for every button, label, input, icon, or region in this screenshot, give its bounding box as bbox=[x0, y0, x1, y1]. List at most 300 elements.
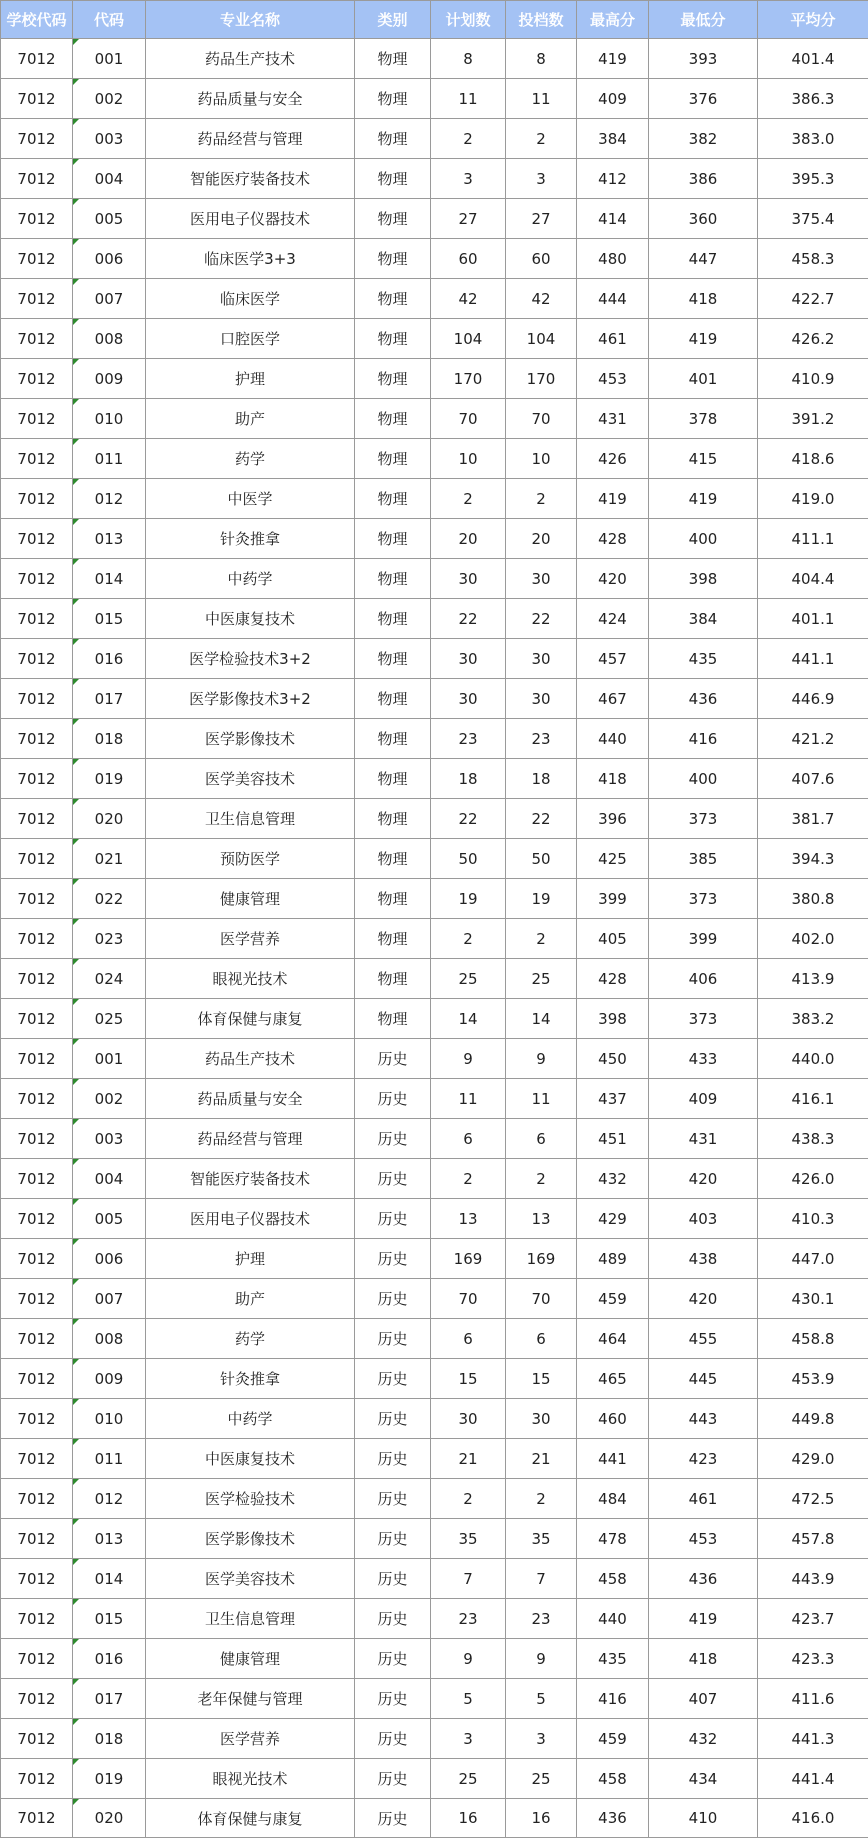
filed-count-cell: 170 bbox=[506, 359, 577, 399]
avg-score-cell: 411.6 bbox=[758, 1679, 868, 1719]
school-code-cell: 7012 bbox=[1, 239, 73, 279]
min-score-cell: 435 bbox=[649, 639, 758, 679]
table-row bbox=[1, 159, 868, 199]
max-score-cell: 425 bbox=[577, 839, 649, 879]
major-name-cell: 药品生产技术 bbox=[146, 1039, 355, 1079]
code-cell: 021 bbox=[73, 839, 146, 879]
min-score-cell: 436 bbox=[649, 679, 758, 719]
filed-count-cell: 10 bbox=[506, 439, 577, 479]
code-cell: 004 bbox=[73, 1159, 146, 1199]
category-cell: 物理 bbox=[355, 239, 431, 279]
filed-count-cell: 3 bbox=[506, 159, 577, 199]
school-code-cell: 7012 bbox=[1, 439, 73, 479]
school-code-cell: 7012 bbox=[1, 1159, 73, 1199]
avg-score-cell: 423.3 bbox=[758, 1639, 868, 1679]
filed-count-cell: 27 bbox=[506, 199, 577, 239]
category-cell: 物理 bbox=[355, 679, 431, 719]
table-row bbox=[1, 1799, 868, 1838]
major-name-cell: 护理 bbox=[146, 1239, 355, 1279]
table-row bbox=[1, 1519, 868, 1559]
filed-count-cell: 25 bbox=[506, 959, 577, 999]
min-score-cell: 399 bbox=[649, 919, 758, 959]
major-name-cell: 针灸推拿 bbox=[146, 1359, 355, 1399]
min-score-cell: 393 bbox=[649, 39, 758, 79]
category-cell: 物理 bbox=[355, 79, 431, 119]
code-cell: 012 bbox=[73, 1479, 146, 1519]
school-code-cell: 7012 bbox=[1, 1799, 73, 1838]
max-score-cell: 429 bbox=[577, 1199, 649, 1239]
max-score-cell: 409 bbox=[577, 79, 649, 119]
min-score-cell: 461 bbox=[649, 1479, 758, 1519]
max-score-cell: 484 bbox=[577, 1479, 649, 1519]
plan-count-cell: 169 bbox=[431, 1239, 506, 1279]
avg-score-cell: 426.0 bbox=[758, 1159, 868, 1199]
table-header bbox=[1, 1, 868, 39]
school-code-cell: 7012 bbox=[1, 559, 73, 599]
plan-count-cell: 30 bbox=[431, 1399, 506, 1439]
max-score-cell: 465 bbox=[577, 1359, 649, 1399]
filed-count-cell: 23 bbox=[506, 719, 577, 759]
max-score-cell: 450 bbox=[577, 1039, 649, 1079]
max-score-cell: 451 bbox=[577, 1119, 649, 1159]
code-cell: 016 bbox=[73, 639, 146, 679]
major-name-cell: 医学影像技术3+2 bbox=[146, 679, 355, 719]
school-code-cell: 7012 bbox=[1, 999, 73, 1039]
min-score-cell: 443 bbox=[649, 1399, 758, 1439]
plan-count-cell: 5 bbox=[431, 1679, 506, 1719]
code-cell: 014 bbox=[73, 559, 146, 599]
category-cell: 物理 bbox=[355, 999, 431, 1039]
category-cell: 物理 bbox=[355, 319, 431, 359]
major-name-cell: 体育保健与康复 bbox=[146, 999, 355, 1039]
filed-count-cell: 19 bbox=[506, 879, 577, 919]
filed-count-cell: 21 bbox=[506, 1439, 577, 1479]
plan-count-cell: 3 bbox=[431, 1719, 506, 1759]
category-cell: 物理 bbox=[355, 559, 431, 599]
table-row bbox=[1, 1359, 868, 1399]
plan-count-cell: 60 bbox=[431, 239, 506, 279]
plan-count-cell: 14 bbox=[431, 999, 506, 1039]
avg-score-cell: 440.0 bbox=[758, 1039, 868, 1079]
category-cell: 物理 bbox=[355, 879, 431, 919]
category-cell: 历史 bbox=[355, 1759, 431, 1799]
avg-score-cell: 443.9 bbox=[758, 1559, 868, 1599]
major-name-cell: 医用电子仪器技术 bbox=[146, 199, 355, 239]
min-score-cell: 398 bbox=[649, 559, 758, 599]
table-row bbox=[1, 319, 868, 359]
avg-score-cell: 418.6 bbox=[758, 439, 868, 479]
category-cell: 物理 bbox=[355, 479, 431, 519]
code-cell: 003 bbox=[73, 119, 146, 159]
filed-count-cell: 9 bbox=[506, 1039, 577, 1079]
table-row bbox=[1, 1039, 868, 1079]
major-name-cell: 老年保健与管理 bbox=[146, 1679, 355, 1719]
major-name-cell: 智能医疗装备技术 bbox=[146, 159, 355, 199]
min-score-cell: 418 bbox=[649, 1639, 758, 1679]
category-cell: 历史 bbox=[355, 1279, 431, 1319]
plan-count-cell: 30 bbox=[431, 559, 506, 599]
table-row bbox=[1, 719, 868, 759]
header-row bbox=[1, 1, 868, 39]
avg-score-cell: 383.0 bbox=[758, 119, 868, 159]
major-name-cell: 针灸推拿 bbox=[146, 519, 355, 559]
table-row bbox=[1, 1319, 868, 1359]
plan-count-cell: 20 bbox=[431, 519, 506, 559]
max-score-cell: 424 bbox=[577, 599, 649, 639]
table-row bbox=[1, 639, 868, 679]
table-row bbox=[1, 1079, 868, 1119]
school-code-cell: 7012 bbox=[1, 1079, 73, 1119]
plan-count-cell: 6 bbox=[431, 1319, 506, 1359]
code-cell: 012 bbox=[73, 479, 146, 519]
filed-count-cell: 25 bbox=[506, 1759, 577, 1799]
filed-count-cell: 35 bbox=[506, 1519, 577, 1559]
category-cell: 物理 bbox=[355, 959, 431, 999]
major-name-cell: 药品经营与管理 bbox=[146, 1119, 355, 1159]
min-score-cell: 360 bbox=[649, 199, 758, 239]
table-row bbox=[1, 279, 868, 319]
plan-count-cell: 13 bbox=[431, 1199, 506, 1239]
filed-count-cell: 13 bbox=[506, 1199, 577, 1239]
table-row bbox=[1, 879, 868, 919]
max-score-cell: 416 bbox=[577, 1679, 649, 1719]
school-code-cell: 7012 bbox=[1, 399, 73, 439]
table-row bbox=[1, 559, 868, 599]
avg-score-cell: 395.3 bbox=[758, 159, 868, 199]
filed-count-cell: 6 bbox=[506, 1319, 577, 1359]
code-cell: 014 bbox=[73, 1559, 146, 1599]
plan-count-cell: 6 bbox=[431, 1119, 506, 1159]
plan-count-cell: 70 bbox=[431, 1279, 506, 1319]
min-score-cell: 455 bbox=[649, 1319, 758, 1359]
category-cell: 历史 bbox=[355, 1399, 431, 1439]
category-cell: 物理 bbox=[355, 799, 431, 839]
filed-count-cell: 2 bbox=[506, 119, 577, 159]
min-score-cell: 373 bbox=[649, 799, 758, 839]
filed-count-cell: 20 bbox=[506, 519, 577, 559]
filed-count-cell: 70 bbox=[506, 1279, 577, 1319]
min-score-cell: 432 bbox=[649, 1719, 758, 1759]
school-code-cell: 7012 bbox=[1, 759, 73, 799]
max-score-cell: 489 bbox=[577, 1239, 649, 1279]
header-max-score: 最高分 bbox=[577, 1, 649, 39]
header-plan-count: 计划数 bbox=[431, 1, 506, 39]
plan-count-cell: 27 bbox=[431, 199, 506, 239]
avg-score-cell: 419.0 bbox=[758, 479, 868, 519]
plan-count-cell: 22 bbox=[431, 599, 506, 639]
min-score-cell: 420 bbox=[649, 1279, 758, 1319]
table-row bbox=[1, 959, 868, 999]
major-name-cell: 医用电子仪器技术 bbox=[146, 1199, 355, 1239]
min-score-cell: 453 bbox=[649, 1519, 758, 1559]
filed-count-cell: 70 bbox=[506, 399, 577, 439]
major-name-cell: 药品生产技术 bbox=[146, 39, 355, 79]
min-score-cell: 418 bbox=[649, 279, 758, 319]
avg-score-cell: 458.3 bbox=[758, 239, 868, 279]
avg-score-cell: 401.4 bbox=[758, 39, 868, 79]
table-row bbox=[1, 999, 868, 1039]
avg-score-cell: 386.3 bbox=[758, 79, 868, 119]
max-score-cell: 399 bbox=[577, 879, 649, 919]
code-cell: 019 bbox=[73, 1759, 146, 1799]
max-score-cell: 426 bbox=[577, 439, 649, 479]
avg-score-cell: 383.2 bbox=[758, 999, 868, 1039]
school-code-cell: 7012 bbox=[1, 1039, 73, 1079]
table-row bbox=[1, 1559, 868, 1599]
max-score-cell: 437 bbox=[577, 1079, 649, 1119]
filed-count-cell: 16 bbox=[506, 1799, 577, 1838]
min-score-cell: 445 bbox=[649, 1359, 758, 1399]
major-name-cell: 医学检验技术 bbox=[146, 1479, 355, 1519]
code-cell: 005 bbox=[73, 199, 146, 239]
school-code-cell: 7012 bbox=[1, 319, 73, 359]
table-row bbox=[1, 1199, 868, 1239]
category-cell: 物理 bbox=[355, 199, 431, 239]
header-school-code: 学校代码 bbox=[1, 1, 73, 39]
max-score-cell: 419 bbox=[577, 39, 649, 79]
filed-count-cell: 2 bbox=[506, 919, 577, 959]
header-code: 代码 bbox=[73, 1, 146, 39]
table-row bbox=[1, 479, 868, 519]
major-name-cell: 临床医学 bbox=[146, 279, 355, 319]
major-name-cell: 卫生信息管理 bbox=[146, 1599, 355, 1639]
filed-count-cell: 30 bbox=[506, 1399, 577, 1439]
code-cell: 011 bbox=[73, 1439, 146, 1479]
avg-score-cell: 413.9 bbox=[758, 959, 868, 999]
max-score-cell: 420 bbox=[577, 559, 649, 599]
plan-count-cell: 3 bbox=[431, 159, 506, 199]
max-score-cell: 459 bbox=[577, 1279, 649, 1319]
min-score-cell: 409 bbox=[649, 1079, 758, 1119]
min-score-cell: 416 bbox=[649, 719, 758, 759]
school-code-cell: 7012 bbox=[1, 599, 73, 639]
major-name-cell: 医学检验技术3+2 bbox=[146, 639, 355, 679]
category-cell: 物理 bbox=[355, 919, 431, 959]
code-cell: 018 bbox=[73, 719, 146, 759]
avg-score-cell: 441.1 bbox=[758, 639, 868, 679]
plan-count-cell: 23 bbox=[431, 719, 506, 759]
avg-score-cell: 380.8 bbox=[758, 879, 868, 919]
filed-count-cell: 9 bbox=[506, 1639, 577, 1679]
avg-score-cell: 391.2 bbox=[758, 399, 868, 439]
max-score-cell: 457 bbox=[577, 639, 649, 679]
max-score-cell: 384 bbox=[577, 119, 649, 159]
school-code-cell: 7012 bbox=[1, 1359, 73, 1399]
major-name-cell: 中医康复技术 bbox=[146, 1439, 355, 1479]
category-cell: 历史 bbox=[355, 1199, 431, 1239]
code-cell: 023 bbox=[73, 919, 146, 959]
table-row bbox=[1, 679, 868, 719]
avg-score-cell: 407.6 bbox=[758, 759, 868, 799]
table-row bbox=[1, 1759, 868, 1799]
max-score-cell: 459 bbox=[577, 1719, 649, 1759]
min-score-cell: 385 bbox=[649, 839, 758, 879]
max-score-cell: 458 bbox=[577, 1559, 649, 1599]
code-cell: 009 bbox=[73, 1359, 146, 1399]
plan-count-cell: 22 bbox=[431, 799, 506, 839]
major-name-cell: 药品经营与管理 bbox=[146, 119, 355, 159]
min-score-cell: 382 bbox=[649, 119, 758, 159]
major-name-cell: 临床医学3+3 bbox=[146, 239, 355, 279]
filed-count-cell: 14 bbox=[506, 999, 577, 1039]
max-score-cell: 398 bbox=[577, 999, 649, 1039]
max-score-cell: 436 bbox=[577, 1799, 649, 1838]
code-cell: 001 bbox=[73, 39, 146, 79]
min-score-cell: 434 bbox=[649, 1759, 758, 1799]
max-score-cell: 467 bbox=[577, 679, 649, 719]
plan-count-cell: 11 bbox=[431, 79, 506, 119]
category-cell: 物理 bbox=[355, 439, 431, 479]
code-cell: 016 bbox=[73, 1639, 146, 1679]
plan-count-cell: 16 bbox=[431, 1799, 506, 1838]
school-code-cell: 7012 bbox=[1, 1559, 73, 1599]
major-name-cell: 中药学 bbox=[146, 1399, 355, 1439]
min-score-cell: 407 bbox=[649, 1679, 758, 1719]
max-score-cell: 444 bbox=[577, 279, 649, 319]
plan-count-cell: 104 bbox=[431, 319, 506, 359]
school-code-cell: 7012 bbox=[1, 1239, 73, 1279]
max-score-cell: 460 bbox=[577, 1399, 649, 1439]
min-score-cell: 400 bbox=[649, 759, 758, 799]
category-cell: 物理 bbox=[355, 759, 431, 799]
code-cell: 025 bbox=[73, 999, 146, 1039]
plan-count-cell: 9 bbox=[431, 1039, 506, 1079]
school-code-cell: 7012 bbox=[1, 1719, 73, 1759]
max-score-cell: 405 bbox=[577, 919, 649, 959]
code-cell: 020 bbox=[73, 1799, 146, 1838]
filed-count-cell: 15 bbox=[506, 1359, 577, 1399]
avg-score-cell: 416.0 bbox=[758, 1799, 868, 1838]
table-row bbox=[1, 1679, 868, 1719]
max-score-cell: 418 bbox=[577, 759, 649, 799]
max-score-cell: 432 bbox=[577, 1159, 649, 1199]
code-cell: 015 bbox=[73, 599, 146, 639]
major-name-cell: 医学营养 bbox=[146, 1719, 355, 1759]
filed-count-cell: 50 bbox=[506, 839, 577, 879]
code-cell: 020 bbox=[73, 799, 146, 839]
school-code-cell: 7012 bbox=[1, 359, 73, 399]
filed-count-cell: 30 bbox=[506, 679, 577, 719]
school-code-cell: 7012 bbox=[1, 1599, 73, 1639]
category-cell: 历史 bbox=[355, 1479, 431, 1519]
major-name-cell: 医学美容技术 bbox=[146, 1559, 355, 1599]
max-score-cell: 428 bbox=[577, 959, 649, 999]
min-score-cell: 403 bbox=[649, 1199, 758, 1239]
table-row bbox=[1, 439, 868, 479]
code-cell: 001 bbox=[73, 1039, 146, 1079]
max-score-cell: 441 bbox=[577, 1439, 649, 1479]
school-code-cell: 7012 bbox=[1, 1199, 73, 1239]
plan-count-cell: 23 bbox=[431, 1599, 506, 1639]
category-cell: 历史 bbox=[355, 1119, 431, 1159]
min-score-cell: 376 bbox=[649, 79, 758, 119]
major-name-cell: 医学影像技术 bbox=[146, 1519, 355, 1559]
filed-count-cell: 30 bbox=[506, 639, 577, 679]
plan-count-cell: 21 bbox=[431, 1439, 506, 1479]
code-cell: 013 bbox=[73, 1519, 146, 1559]
category-cell: 历史 bbox=[355, 1239, 431, 1279]
school-code-cell: 7012 bbox=[1, 959, 73, 999]
filed-count-cell: 2 bbox=[506, 479, 577, 519]
school-code-cell: 7012 bbox=[1, 1519, 73, 1559]
plan-count-cell: 2 bbox=[431, 919, 506, 959]
school-code-cell: 7012 bbox=[1, 479, 73, 519]
school-code-cell: 7012 bbox=[1, 919, 73, 959]
plan-count-cell: 8 bbox=[431, 39, 506, 79]
major-name-cell: 眼视光技术 bbox=[146, 1759, 355, 1799]
code-cell: 022 bbox=[73, 879, 146, 919]
max-score-cell: 412 bbox=[577, 159, 649, 199]
min-score-cell: 384 bbox=[649, 599, 758, 639]
school-code-cell: 7012 bbox=[1, 79, 73, 119]
filed-count-cell: 23 bbox=[506, 1599, 577, 1639]
category-cell: 物理 bbox=[355, 599, 431, 639]
category-cell: 物理 bbox=[355, 119, 431, 159]
table-row bbox=[1, 839, 868, 879]
filed-count-cell: 30 bbox=[506, 559, 577, 599]
category-cell: 历史 bbox=[355, 1719, 431, 1759]
avg-score-cell: 421.2 bbox=[758, 719, 868, 759]
table-row bbox=[1, 1239, 868, 1279]
filed-count-cell: 3 bbox=[506, 1719, 577, 1759]
filed-count-cell: 18 bbox=[506, 759, 577, 799]
table-row bbox=[1, 919, 868, 959]
category-cell: 历史 bbox=[355, 1599, 431, 1639]
school-code-cell: 7012 bbox=[1, 39, 73, 79]
table-row bbox=[1, 79, 868, 119]
code-cell: 018 bbox=[73, 1719, 146, 1759]
major-name-cell: 助产 bbox=[146, 1279, 355, 1319]
major-name-cell: 护理 bbox=[146, 359, 355, 399]
table-row bbox=[1, 1479, 868, 1519]
avg-score-cell: 402.0 bbox=[758, 919, 868, 959]
code-cell: 005 bbox=[73, 1199, 146, 1239]
category-cell: 历史 bbox=[355, 1799, 431, 1838]
filed-count-cell: 5 bbox=[506, 1679, 577, 1719]
avg-score-cell: 375.4 bbox=[758, 199, 868, 239]
min-score-cell: 419 bbox=[649, 319, 758, 359]
max-score-cell: 480 bbox=[577, 239, 649, 279]
category-cell: 历史 bbox=[355, 1039, 431, 1079]
code-cell: 003 bbox=[73, 1119, 146, 1159]
max-score-cell: 458 bbox=[577, 1759, 649, 1799]
school-code-cell: 7012 bbox=[1, 119, 73, 159]
plan-count-cell: 170 bbox=[431, 359, 506, 399]
filed-count-cell: 60 bbox=[506, 239, 577, 279]
filed-count-cell: 104 bbox=[506, 319, 577, 359]
major-name-cell: 医学营养 bbox=[146, 919, 355, 959]
plan-count-cell: 30 bbox=[431, 679, 506, 719]
min-score-cell: 433 bbox=[649, 1039, 758, 1079]
major-name-cell: 体育保健与康复 bbox=[146, 1799, 355, 1838]
table-row bbox=[1, 39, 868, 79]
major-name-cell: 眼视光技术 bbox=[146, 959, 355, 999]
major-name-cell: 药品质量与安全 bbox=[146, 79, 355, 119]
avg-score-cell: 410.3 bbox=[758, 1199, 868, 1239]
table-row bbox=[1, 199, 868, 239]
category-cell: 物理 bbox=[355, 359, 431, 399]
plan-count-cell: 50 bbox=[431, 839, 506, 879]
code-cell: 008 bbox=[73, 319, 146, 359]
major-name-cell: 智能医疗装备技术 bbox=[146, 1159, 355, 1199]
max-score-cell: 414 bbox=[577, 199, 649, 239]
avg-score-cell: 429.0 bbox=[758, 1439, 868, 1479]
table-row bbox=[1, 1159, 868, 1199]
table-row bbox=[1, 1639, 868, 1679]
filed-count-cell: 42 bbox=[506, 279, 577, 319]
category-cell: 历史 bbox=[355, 1559, 431, 1599]
filed-count-cell: 7 bbox=[506, 1559, 577, 1599]
